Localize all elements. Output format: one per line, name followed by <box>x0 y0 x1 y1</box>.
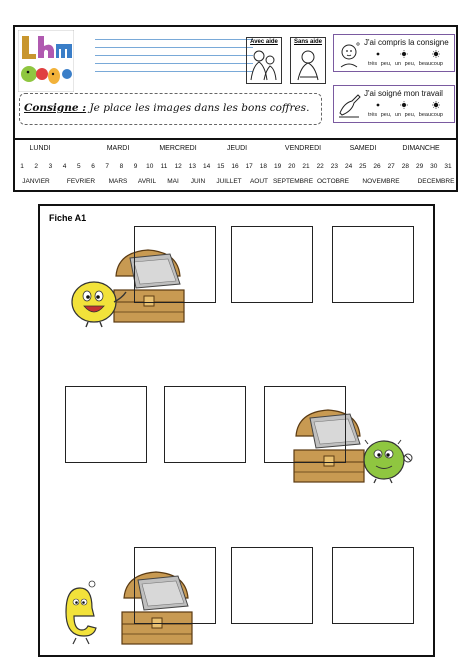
month-label[interactable]: AOUT <box>249 178 269 185</box>
day-number[interactable]: 31 <box>444 163 452 170</box>
thinking-child-icon <box>337 40 363 68</box>
without-help-label: Sans aide <box>293 39 322 45</box>
day-number[interactable]: 6 <box>91 163 95 170</box>
day-number[interactable]: 28 <box>401 163 410 170</box>
month-label[interactable]: DECEMBRE <box>417 178 455 185</box>
rating-suns-icon[interactable] <box>374 101 454 109</box>
month-label[interactable]: MAI <box>167 178 179 185</box>
eval-neat-title: J'ai soigné mon travail <box>364 89 443 98</box>
day-number[interactable]: 4 <box>62 163 67 170</box>
day-label[interactable]: DIMANCHE <box>402 145 440 152</box>
month-label[interactable]: OCTOBRE <box>316 178 350 185</box>
drop-box[interactable] <box>231 226 313 303</box>
child-alone-icon <box>291 46 325 82</box>
day-number[interactable]: 2 <box>34 163 38 170</box>
drop-box[interactable] <box>332 226 414 303</box>
month-label[interactable]: NOVEMBRE <box>362 178 400 185</box>
day-number[interactable]: 17 <box>245 163 253 170</box>
eval-understood-title: J'ai compris la consigne <box>364 38 449 47</box>
month-label[interactable]: AVRIL <box>137 178 157 185</box>
with-help-label: Avec aide <box>250 39 278 45</box>
day-number[interactable]: 21 <box>302 163 310 170</box>
green-monster-icon <box>358 434 414 484</box>
day-label[interactable]: MERCREDI <box>159 145 197 152</box>
day-number[interactable]: 24 <box>344 163 353 170</box>
day-number[interactable]: 18 <box>259 163 268 170</box>
without-help-box[interactable] <box>290 37 326 84</box>
day-number[interactable]: 7 <box>105 163 109 170</box>
eval-understood-scale: très peu, un peu, beaucoup <box>368 61 443 67</box>
day-label[interactable]: VENDREDI <box>284 145 322 152</box>
day-label[interactable]: SAMEDI <box>349 145 377 152</box>
day-number[interactable]: 15 <box>217 163 225 170</box>
day-label[interactable]: JEUDI <box>226 145 248 152</box>
day-number[interactable]: 25 <box>359 163 367 170</box>
eval-understood <box>333 34 455 72</box>
drop-box[interactable] <box>264 386 346 463</box>
divider <box>15 138 456 140</box>
drop-box[interactable] <box>332 547 414 624</box>
day-number[interactable]: 29 <box>415 163 424 170</box>
instruction-label: Consigne : <box>24 102 87 114</box>
month-label[interactable]: JUIN <box>190 178 206 185</box>
day-number[interactable]: 27 <box>387 163 395 170</box>
drop-box[interactable] <box>134 547 216 624</box>
drop-box[interactable] <box>231 547 313 624</box>
month-label[interactable]: FEVRIER <box>66 178 96 185</box>
day-label[interactable]: MARDI <box>106 145 130 152</box>
month-label[interactable]: MARS <box>108 178 128 185</box>
day-label[interactable]: LUNDI <box>29 145 51 152</box>
drop-box[interactable] <box>164 386 246 463</box>
day-number[interactable]: 12 <box>174 163 182 170</box>
instruction-body: Je place les images dans les bons coffres. <box>89 102 310 114</box>
yellow-monster-icon <box>68 276 128 328</box>
day-number[interactable]: 20 <box>288 163 296 170</box>
with-help-box[interactable] <box>246 37 282 84</box>
name-lines[interactable] <box>95 39 253 79</box>
day-number[interactable]: 5 <box>76 163 81 170</box>
worksheet <box>38 204 435 657</box>
teacher-helping-icon <box>247 46 281 82</box>
month-label[interactable]: JUILLET <box>216 178 242 185</box>
worksheet-title: Fiche A1 <box>49 213 87 223</box>
day-number[interactable]: 26 <box>373 163 381 170</box>
eval-neat-scale: très peu, un peu, beaucoup <box>368 112 443 118</box>
instruction-box <box>19 93 322 125</box>
day-number[interactable]: 3 <box>48 163 53 170</box>
day-number[interactable]: 16 <box>231 163 239 170</box>
month-label[interactable]: JANVIER <box>22 178 50 185</box>
day-number[interactable]: 9 <box>133 163 138 170</box>
eval-neat <box>333 85 455 123</box>
lhm-logo-icon <box>18 30 74 92</box>
day-number[interactable]: 14 <box>202 163 211 170</box>
day-number[interactable]: 30 <box>430 163 438 170</box>
header <box>13 25 458 192</box>
day-number[interactable]: 10 <box>146 163 154 170</box>
month-label[interactable]: SEPTEMBRE <box>272 178 314 185</box>
drop-box[interactable] <box>65 386 147 463</box>
day-number[interactable]: 1 <box>20 163 24 170</box>
day-number[interactable]: 22 <box>316 163 324 170</box>
day-number[interactable]: 19 <box>273 163 282 170</box>
day-number[interactable]: 13 <box>188 163 197 170</box>
writing-hand-icon <box>337 91 363 119</box>
day-number[interactable]: 23 <box>330 163 339 170</box>
day-number[interactable]: 11 <box>160 163 168 170</box>
day-number[interactable]: 8 <box>119 163 124 170</box>
instruction-text <box>24 102 309 114</box>
drop-box[interactable] <box>134 226 216 303</box>
rating-suns-icon[interactable] <box>374 50 454 58</box>
letter-e-monster-icon <box>62 578 102 646</box>
